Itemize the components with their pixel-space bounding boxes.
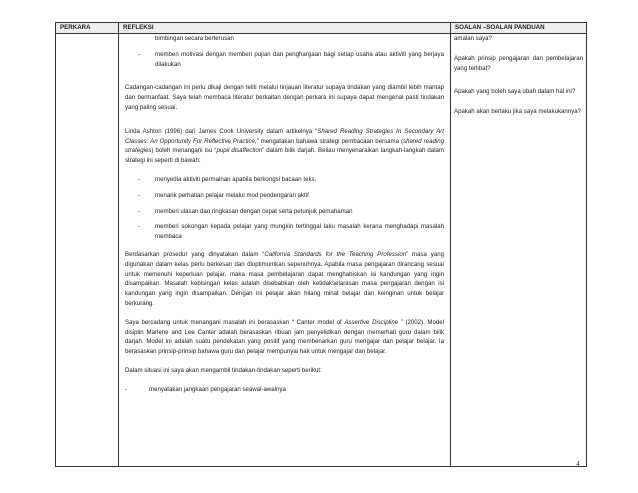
paragraph-situasi: Dalam situasi ini saya akan mengambil tindakan-tindakan seperti berikut: — [125, 366, 322, 374]
question: Apakah akan berlaku jika saya melakukannya? — [454, 108, 582, 116]
paragraph-ashton: Linda Ashton (1996) dari James Cook University dalam artikelnya “Shared Reading Strategies In Secondary Art Classes: An Opportunity For Reflective Practice,” mengatakan bahawa strategi pembacaan bersama (shared reading strategies) boleh menangani isu “pupil disaffection” dalam bilik darjah. Beliau menyenaraikan langkah-langkah dalam strategi ini seperti di bawah: — [125, 127, 445, 165]
refleksi-cell — [119, 34, 451, 467]
table-header-row — [56, 23, 587, 34]
list-item: - menyatakan jangkaan pengajaran seawal-awalnya — [125, 385, 286, 393]
paragraph-canter: Saya bercadang untuk menangani masalah ini berasaskan “ Canter model of Assertive Discipline ” (2002). Model disiplin Marlene and Lee Canter adalah berasaskan ribuan jam penyelidikan dengan memerhati guru dalam bilik darjah. Model ini adalah suatu pendekatan yang positif yang membenarkan guru mengajar dan pelajar belajar. Ia berasaskan prinsip-prinsip bahawa guru dan pelajar mempunyai hak untuk mengajar dan belajar. — [125, 318, 444, 356]
question: Apakah prinsip pengajaran dan pembelajaran yang terlibat? — [454, 54, 583, 72]
table-body-row — [56, 34, 587, 467]
paragraph-california: Berdasarkan prosedur yang dinyatakan dalam “California Standards for the Teaching Profession” masa yang digunakan dalam kelas perlu berkesan dan dioptimumkan sepenuhnya. Apabila masa pengajaran dirancang sesuai untuk memenuhi keperluan pelajar, maka masa pembelajaran dapat menghabiskan isi kandungan yang ingin disampaikan. Masalah kebisingan kelas adalah disebabkan oleh ketidakselarasan masa pengajaran dengan isi kandungan yang ingin disampaikan. Dengan ini pelajar akan hilang minat belajar dan keinginan untuk belajar berkurang. — [125, 250, 445, 307]
list-item: - menyedia aktiviti permainan apabila berkongsi bacaan teks, — [138, 175, 317, 183]
perkara-cell — [56, 34, 119, 467]
header-perkara: PERKARA — [56, 23, 119, 34]
motivation-list — [125, 50, 444, 70]
list-item: - memberi ulasan dan ringkasan dengan cepat serta petunjuk pemahaman — [138, 207, 353, 215]
list-item: - memberi sokongan kepada pelajar yang mungkin tertinggal laku masalah kerana menghadapi masalah membaca — [138, 223, 444, 241]
header-refleksi: REFLEKSI — [119, 23, 451, 34]
paragraph-cadangan: Cadangan-cadangan ini perlu dikaji dengan teliti melalui tinjauan literatur supaya tindakan yang diambil lebih mantap dan bermanfaat. Saya telah membaca literatur berkaitan dengan perkara ini supaya dapat mengenal pasti tindakan yang paling sesuai. — [125, 84, 444, 111]
soalan-cell — [451, 34, 587, 467]
continued-text: bimbingan secara berterusan — [155, 35, 234, 42]
page-number: 4 — [576, 459, 580, 468]
question: amalan saya? — [454, 35, 492, 42]
list-item: - memberi motivasi dengan memberi pujian dan penghargaan bagi setiap usaha atau aktiviti yang berjaya dilakukan — [138, 50, 444, 68]
strategy-list — [125, 175, 444, 242]
reflection-table — [55, 22, 587, 467]
header-soalan: SOALAN –SOALAN PANDUAN — [451, 23, 587, 34]
question: Apakah yang boleh saya ubah dalam hal ini? — [454, 88, 576, 96]
list-item: - menarik perhatian pelajar melalui mod pendengaran aktif — [138, 191, 309, 199]
